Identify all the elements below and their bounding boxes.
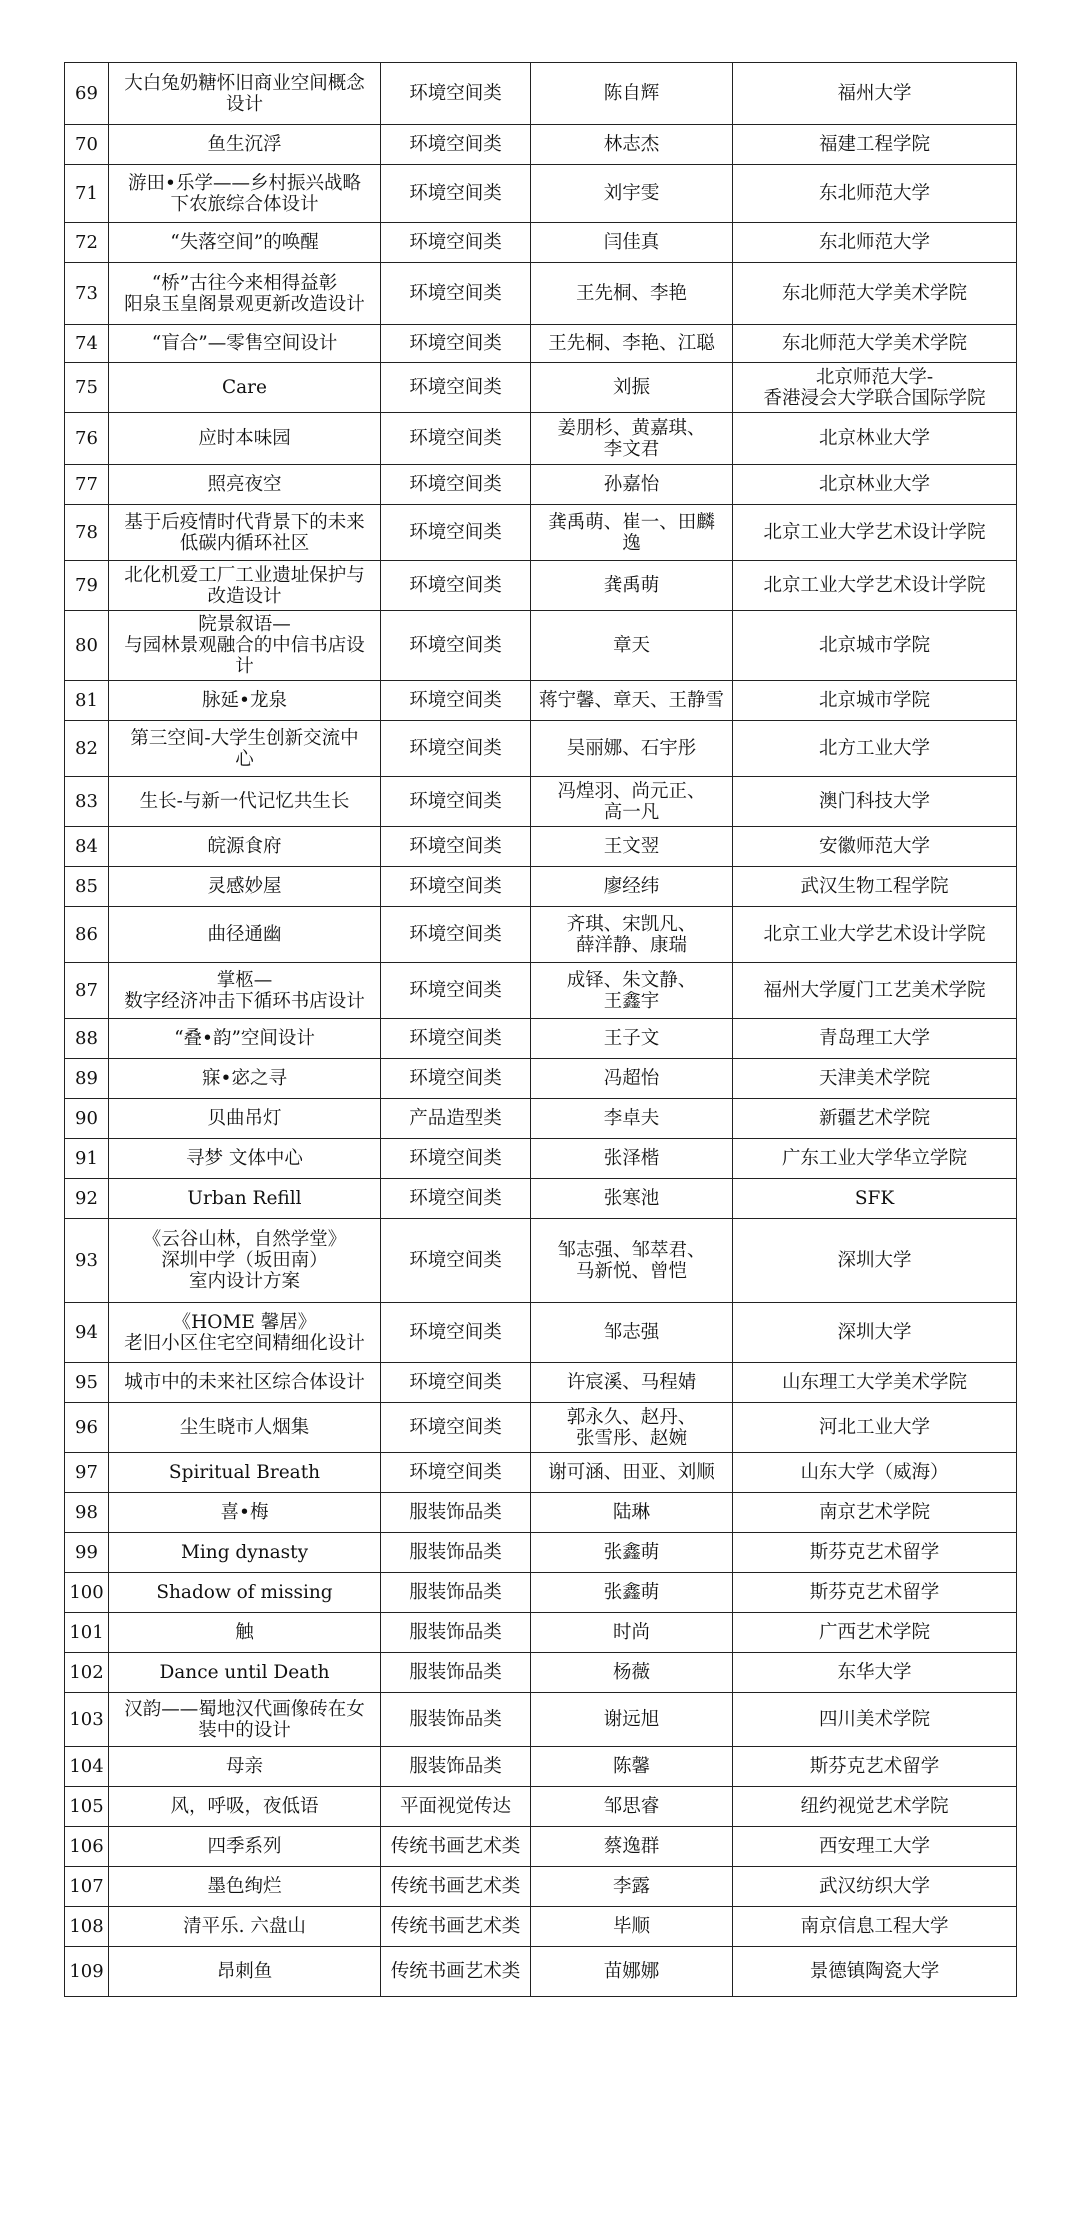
work-category: 传统书画艺术类 xyxy=(381,1947,531,1997)
work-category: 环境空间类 xyxy=(381,325,531,363)
work-category: 环境空间类 xyxy=(381,1019,531,1059)
table-row xyxy=(65,1179,1017,1219)
work-authors: 毕顺 xyxy=(531,1907,733,1947)
work-authors: 杨薇 xyxy=(531,1653,733,1693)
row-number: 87 xyxy=(65,963,109,1019)
work-category: 传统书画艺术类 xyxy=(381,1907,531,1947)
work-authors: 冯超怡 xyxy=(531,1059,733,1099)
table-row xyxy=(65,1787,1017,1827)
work-title: 灵感妙屋 xyxy=(109,867,381,907)
work-category: 传统书画艺术类 xyxy=(381,1867,531,1907)
table-row xyxy=(65,125,1017,165)
work-title: 喜•梅 xyxy=(109,1493,381,1533)
row-number: 91 xyxy=(65,1139,109,1179)
table-row xyxy=(65,827,1017,867)
work-school: 广东工业大学华立学院 xyxy=(733,1139,1017,1179)
work-category: 服装饰品类 xyxy=(381,1613,531,1653)
work-school: 北京城市学院 xyxy=(733,681,1017,721)
table-row xyxy=(65,777,1017,827)
table-row xyxy=(65,413,1017,465)
row-number: 73 xyxy=(65,263,109,325)
table-row xyxy=(65,963,1017,1019)
work-category: 环境空间类 xyxy=(381,721,531,777)
row-number: 79 xyxy=(65,561,109,611)
table-row xyxy=(65,1613,1017,1653)
row-number: 89 xyxy=(65,1059,109,1099)
work-authors: 刘宇雯 xyxy=(531,165,733,223)
work-authors: 成铎、朱文静、 王鑫宇 xyxy=(531,963,733,1019)
row-number: 100 xyxy=(65,1573,109,1613)
work-category: 环境空间类 xyxy=(381,681,531,721)
work-authors: 时尚 xyxy=(531,1613,733,1653)
work-title: 大白兔奶糖怀旧商业空间概念 设计 xyxy=(109,63,381,125)
table-row xyxy=(65,681,1017,721)
work-category: 服装饰品类 xyxy=(381,1533,531,1573)
row-number: 92 xyxy=(65,1179,109,1219)
work-school: 山东理工大学美术学院 xyxy=(733,1363,1017,1403)
row-number: 93 xyxy=(65,1219,109,1303)
work-title: 掌柩— 数字经济冲击下循环书店设计 xyxy=(109,963,381,1019)
work-title: 汉韵——蜀地汉代画像砖在女 装中的设计 xyxy=(109,1693,381,1747)
table-row xyxy=(65,465,1017,505)
work-category: 平面视觉传达 xyxy=(381,1787,531,1827)
work-authors: 李露 xyxy=(531,1867,733,1907)
work-authors: 王文翌 xyxy=(531,827,733,867)
work-category: 环境空间类 xyxy=(381,263,531,325)
row-number: 80 xyxy=(65,611,109,681)
work-authors: 章天 xyxy=(531,611,733,681)
work-title: 昂刺鱼 xyxy=(109,1947,381,1997)
work-authors: 王子文 xyxy=(531,1019,733,1059)
row-number: 77 xyxy=(65,465,109,505)
work-title: Shadow of missing xyxy=(109,1573,381,1613)
work-category: 环境空间类 xyxy=(381,1403,531,1453)
work-authors: 许宸溪、马程婧 xyxy=(531,1363,733,1403)
work-title: Spiritual Breath xyxy=(109,1453,381,1493)
work-title: 皖源食府 xyxy=(109,827,381,867)
work-authors: 郭永久、赵丹、 张雪彤、赵婉 xyxy=(531,1403,733,1453)
table-row xyxy=(65,1493,1017,1533)
row-number: 98 xyxy=(65,1493,109,1533)
work-school: 纽约视觉艺术学院 xyxy=(733,1787,1017,1827)
work-title: 游田•乐学——乡村振兴战略 下农旅综合体设计 xyxy=(109,165,381,223)
work-authors: 冯煌羽、尚元正、 高一凡 xyxy=(531,777,733,827)
table-row xyxy=(65,1303,1017,1363)
work-title: 风，呼吸，夜低语 xyxy=(109,1787,381,1827)
work-category: 环境空间类 xyxy=(381,1363,531,1403)
award-table xyxy=(64,62,1017,1997)
work-school: 青岛理工大学 xyxy=(733,1019,1017,1059)
work-category: 环境空间类 xyxy=(381,1179,531,1219)
work-authors: 张鑫萌 xyxy=(531,1573,733,1613)
work-authors: 吴丽娜、石宇彤 xyxy=(531,721,733,777)
work-authors: 孙嘉怡 xyxy=(531,465,733,505)
work-authors: 陈自辉 xyxy=(531,63,733,125)
row-number: 102 xyxy=(65,1653,109,1693)
work-school: 斯芬克艺术留学 xyxy=(733,1573,1017,1613)
work-title: 生长-与新一代记忆共生长 xyxy=(109,777,381,827)
work-title: 尘生晓市人烟集 xyxy=(109,1403,381,1453)
work-school: 东北师范大学美术学院 xyxy=(733,263,1017,325)
work-school: 南京艺术学院 xyxy=(733,1493,1017,1533)
work-school: 景德镇陶瓷大学 xyxy=(733,1947,1017,1997)
work-category: 环境空间类 xyxy=(381,1059,531,1099)
work-title: 《HOME 馨居》 老旧小区住宅空间精细化设计 xyxy=(109,1303,381,1363)
work-authors: 邹志强、邹萃君、 马新悦、曾恺 xyxy=(531,1219,733,1303)
row-number: 103 xyxy=(65,1693,109,1747)
row-number: 75 xyxy=(65,363,109,413)
table-row xyxy=(65,1653,1017,1693)
work-authors: 张鑫萌 xyxy=(531,1533,733,1573)
work-category: 环境空间类 xyxy=(381,363,531,413)
table-row xyxy=(65,223,1017,263)
work-category: 环境空间类 xyxy=(381,907,531,963)
work-school: 四川美术学院 xyxy=(733,1693,1017,1747)
work-category: 环境空间类 xyxy=(381,1219,531,1303)
row-number: 70 xyxy=(65,125,109,165)
row-number: 99 xyxy=(65,1533,109,1573)
row-number: 108 xyxy=(65,1907,109,1947)
work-title: 曲径通幽 xyxy=(109,907,381,963)
work-category: 产品造型类 xyxy=(381,1099,531,1139)
work-title: 北化机爱工厂工业遗址保护与 改造设计 xyxy=(109,561,381,611)
work-school: 斯芬克艺术留学 xyxy=(733,1533,1017,1573)
row-number: 74 xyxy=(65,325,109,363)
work-title: 应时本味园 xyxy=(109,413,381,465)
work-authors: 林志杰 xyxy=(531,125,733,165)
work-school: 武汉纺织大学 xyxy=(733,1867,1017,1907)
table-row xyxy=(65,363,1017,413)
work-category: 环境空间类 xyxy=(381,1303,531,1363)
work-school: 北京城市学院 xyxy=(733,611,1017,681)
work-school: 北京工业大学艺术设计学院 xyxy=(733,907,1017,963)
work-school: 西安理工大学 xyxy=(733,1827,1017,1867)
work-category: 服装饰品类 xyxy=(381,1653,531,1693)
work-authors: 陈馨 xyxy=(531,1747,733,1787)
table-row xyxy=(65,907,1017,963)
work-title: “盲合”—零售空间设计 xyxy=(109,325,381,363)
row-number: 96 xyxy=(65,1403,109,1453)
work-category: 环境空间类 xyxy=(381,561,531,611)
table-row xyxy=(65,867,1017,907)
table-row xyxy=(65,1139,1017,1179)
award-list-sheet xyxy=(64,62,1016,1997)
work-authors: 李卓夫 xyxy=(531,1099,733,1139)
row-number: 101 xyxy=(65,1613,109,1653)
work-category: 环境空间类 xyxy=(381,465,531,505)
row-number: 81 xyxy=(65,681,109,721)
table-row xyxy=(65,1947,1017,1997)
row-number: 82 xyxy=(65,721,109,777)
work-category: 服装饰品类 xyxy=(381,1747,531,1787)
work-title: 脉延•龙泉 xyxy=(109,681,381,721)
work-authors: 龚禹萌 xyxy=(531,561,733,611)
table-row xyxy=(65,505,1017,561)
work-title: 触 xyxy=(109,1613,381,1653)
work-school: 安徽师范大学 xyxy=(733,827,1017,867)
work-authors: 王先桐、李艳、江聪 xyxy=(531,325,733,363)
work-title: 城市中的未来社区综合体设计 xyxy=(109,1363,381,1403)
work-title: Care xyxy=(109,363,381,413)
table-row xyxy=(65,721,1017,777)
work-title: “叠•韵”空间设计 xyxy=(109,1019,381,1059)
table-row xyxy=(65,1059,1017,1099)
table-row xyxy=(65,1907,1017,1947)
work-school: 南京信息工程大学 xyxy=(733,1907,1017,1947)
row-number: 107 xyxy=(65,1867,109,1907)
work-category: 服装饰品类 xyxy=(381,1493,531,1533)
work-title: 《云谷山林，自然学堂》 深圳中学（坂田南） 室内设计方案 xyxy=(109,1219,381,1303)
work-category: 环境空间类 xyxy=(381,827,531,867)
work-category: 环境空间类 xyxy=(381,777,531,827)
work-school: 东北师范大学 xyxy=(733,165,1017,223)
row-number: 90 xyxy=(65,1099,109,1139)
work-category: 环境空间类 xyxy=(381,1453,531,1493)
work-school: 北京工业大学艺术设计学院 xyxy=(733,505,1017,561)
work-category: 服装饰品类 xyxy=(381,1573,531,1613)
table-row xyxy=(65,561,1017,611)
row-number: 104 xyxy=(65,1747,109,1787)
work-category: 环境空间类 xyxy=(381,223,531,263)
row-number: 106 xyxy=(65,1827,109,1867)
row-number: 78 xyxy=(65,505,109,561)
work-school: SFK xyxy=(733,1179,1017,1219)
work-authors: 龚禹萌、崔一、田麟 逸 xyxy=(531,505,733,561)
work-category: 环境空间类 xyxy=(381,125,531,165)
work-authors: 蒋宁馨、章天、王静雪 xyxy=(531,681,733,721)
work-authors: 闫佳真 xyxy=(531,223,733,263)
table-row xyxy=(65,1693,1017,1747)
row-number: 109 xyxy=(65,1947,109,1997)
row-number: 69 xyxy=(65,63,109,125)
work-school: 福州大学厦门工艺美术学院 xyxy=(733,963,1017,1019)
work-title: Urban Refill xyxy=(109,1179,381,1219)
row-number: 84 xyxy=(65,827,109,867)
work-authors: 张泽楷 xyxy=(531,1139,733,1179)
work-authors: 张寒池 xyxy=(531,1179,733,1219)
work-school: 武汉生物工程学院 xyxy=(733,867,1017,907)
table-row xyxy=(65,325,1017,363)
work-title: 鱼生沉浮 xyxy=(109,125,381,165)
work-authors: 谢可涵、田亚、刘顺 xyxy=(531,1453,733,1493)
table-row xyxy=(65,1019,1017,1059)
work-category: 环境空间类 xyxy=(381,505,531,561)
row-number: 105 xyxy=(65,1787,109,1827)
table-row xyxy=(65,1403,1017,1453)
work-school: 深圳大学 xyxy=(733,1219,1017,1303)
row-number: 83 xyxy=(65,777,109,827)
work-title: 四季系列 xyxy=(109,1827,381,1867)
work-school: 河北工业大学 xyxy=(733,1403,1017,1453)
work-category: 服装饰品类 xyxy=(381,1693,531,1747)
work-title: “失落空间”的唤醒 xyxy=(109,223,381,263)
table-row xyxy=(65,263,1017,325)
row-number: 72 xyxy=(65,223,109,263)
work-authors: 邹思睿 xyxy=(531,1787,733,1827)
work-authors: 姜朋杉、黄嘉琪、 李文君 xyxy=(531,413,733,465)
table-row xyxy=(65,165,1017,223)
row-number: 94 xyxy=(65,1303,109,1363)
work-school: 北京工业大学艺术设计学院 xyxy=(733,561,1017,611)
table-row xyxy=(65,1099,1017,1139)
row-number: 85 xyxy=(65,867,109,907)
work-category: 环境空间类 xyxy=(381,165,531,223)
work-category: 环境空间类 xyxy=(381,1139,531,1179)
table-row xyxy=(65,1219,1017,1303)
work-school: 斯芬克艺术留学 xyxy=(733,1747,1017,1787)
work-title: Dance until Death xyxy=(109,1653,381,1693)
work-authors: 苗娜娜 xyxy=(531,1947,733,1997)
work-authors: 邹志强 xyxy=(531,1303,733,1363)
table-row xyxy=(65,1573,1017,1613)
work-school: 福州大学 xyxy=(733,63,1017,125)
work-title: 寻梦 文体中心 xyxy=(109,1139,381,1179)
table-row xyxy=(65,1747,1017,1787)
work-title: 母亲 xyxy=(109,1747,381,1787)
work-title: 贝曲吊灯 xyxy=(109,1099,381,1139)
work-category: 环境空间类 xyxy=(381,867,531,907)
work-title: “桥”古往今来相得益彰 阳泉玉皇阁景观更新改造设计 xyxy=(109,263,381,325)
row-number: 88 xyxy=(65,1019,109,1059)
work-school: 山东大学（威海） xyxy=(733,1453,1017,1493)
work-school: 福建工程学院 xyxy=(733,125,1017,165)
work-title: 院景叙语— 与园林景观融合的中信书店设 计 xyxy=(109,611,381,681)
row-number: 86 xyxy=(65,907,109,963)
work-school: 广西艺术学院 xyxy=(733,1613,1017,1653)
row-number: 97 xyxy=(65,1453,109,1493)
work-authors: 蔡逸群 xyxy=(531,1827,733,1867)
work-school: 东北师范大学 xyxy=(733,223,1017,263)
work-title: 墨色绚烂 xyxy=(109,1867,381,1907)
row-number: 76 xyxy=(65,413,109,465)
work-title: 第三空间-大学生创新交流中 心 xyxy=(109,721,381,777)
row-number: 71 xyxy=(65,165,109,223)
row-number: 95 xyxy=(65,1363,109,1403)
work-title: 寐•宓之寻 xyxy=(109,1059,381,1099)
work-authors: 刘振 xyxy=(531,363,733,413)
work-title: 基于后疫情时代背景下的未来 低碳内循环社区 xyxy=(109,505,381,561)
work-school: 东北师范大学美术学院 xyxy=(733,325,1017,363)
work-category: 环境空间类 xyxy=(381,413,531,465)
work-school: 深圳大学 xyxy=(733,1303,1017,1363)
table-row xyxy=(65,1363,1017,1403)
table-row xyxy=(65,611,1017,681)
table-row xyxy=(65,1533,1017,1573)
table-row xyxy=(65,1867,1017,1907)
work-authors: 陆琳 xyxy=(531,1493,733,1533)
table-row xyxy=(65,1827,1017,1867)
work-category: 环境空间类 xyxy=(381,963,531,1019)
work-authors: 廖经纬 xyxy=(531,867,733,907)
table-row xyxy=(65,1453,1017,1493)
work-school: 东华大学 xyxy=(733,1653,1017,1693)
work-category: 传统书画艺术类 xyxy=(381,1827,531,1867)
work-title: 清平乐. 六盘山 xyxy=(109,1907,381,1947)
work-authors: 齐琪、宋凯凡、 薛洋静、康瑞 xyxy=(531,907,733,963)
work-school: 新疆艺术学院 xyxy=(733,1099,1017,1139)
work-school: 北京师范大学- 香港浸会大学联合国际学院 xyxy=(733,363,1017,413)
work-school: 天津美术学院 xyxy=(733,1059,1017,1099)
work-school: 北方工业大学 xyxy=(733,721,1017,777)
work-school: 澳门科技大学 xyxy=(733,777,1017,827)
work-authors: 谢远旭 xyxy=(531,1693,733,1747)
work-category: 环境空间类 xyxy=(381,611,531,681)
work-authors: 王先桐、李艳 xyxy=(531,263,733,325)
work-category: 环境空间类 xyxy=(381,63,531,125)
table-row xyxy=(65,63,1017,125)
work-title: Ming dynasty xyxy=(109,1533,381,1573)
work-title: 照亮夜空 xyxy=(109,465,381,505)
work-school: 北京林业大学 xyxy=(733,413,1017,465)
award-table-body xyxy=(65,63,1017,1997)
work-school: 北京林业大学 xyxy=(733,465,1017,505)
